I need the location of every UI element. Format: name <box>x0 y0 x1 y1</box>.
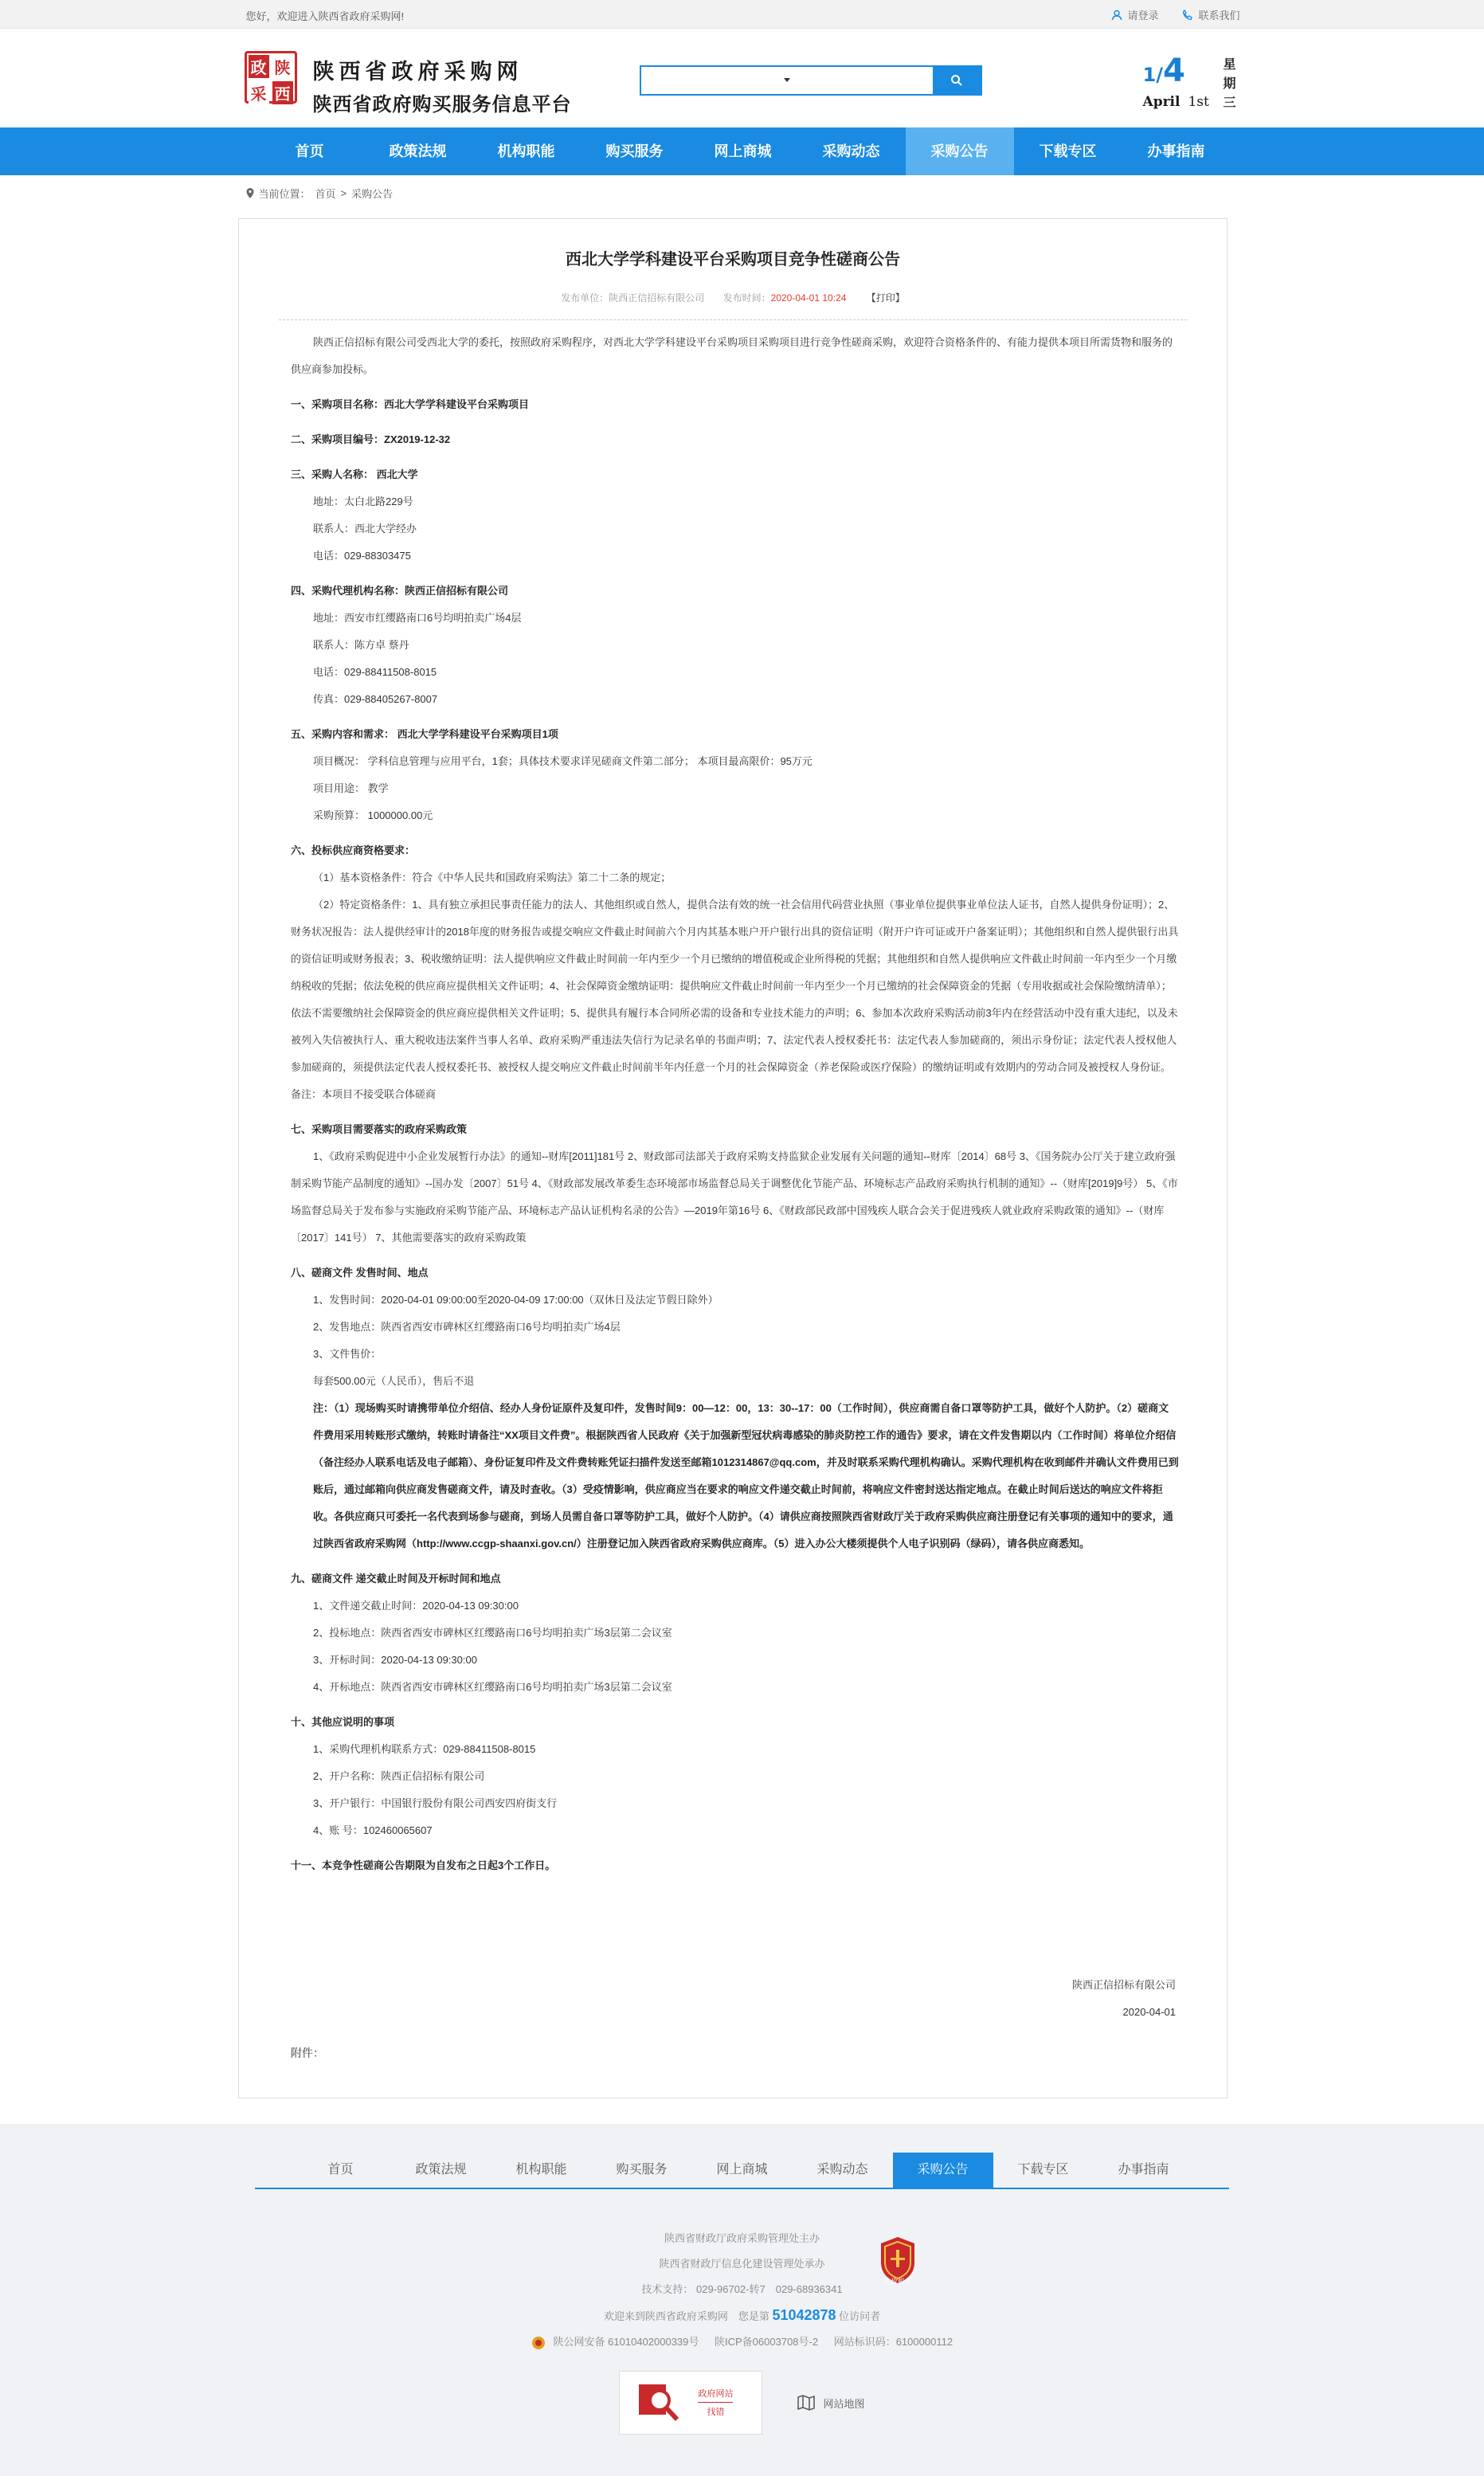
search-select[interactable] <box>641 67 934 94</box>
logo-char: 政 <box>249 55 269 78</box>
logo-char: 采 <box>249 81 269 104</box>
weekday-char: 星 <box>1223 58 1236 72</box>
find-error-label: 找错 <box>698 2402 733 2420</box>
agency-contact-info: 1、采购代理机构联系方式：029-88411508-8015 <box>313 1743 536 1755</box>
opening-location: 4、开标地点：陕西省西安市碑林区红缨路南口6号均明拍卖广场3层第二会议室 <box>313 1681 672 1693</box>
publisher-label: 发布单位： <box>561 292 609 304</box>
breadcrumb-sep: > <box>340 187 347 199</box>
weekday-char: 期 <box>1223 77 1236 91</box>
date-sep: / <box>1156 64 1163 86</box>
search-bar <box>640 65 982 96</box>
publisher: 陕西正信招标有限公司 <box>609 292 705 304</box>
nav-item-policy[interactable]: 政策法规 <box>389 143 447 159</box>
footer-nav-line <box>255 2188 1229 2189</box>
date-day-num: 4 <box>1162 53 1185 89</box>
bid-location: 2、投标地点：陕西省西安市碑林区红缨路南口6号均明拍卖广场3层第二会议室 <box>313 1627 672 1639</box>
gov-site-error-box[interactable] <box>619 2371 762 2435</box>
section-5: 五、采购内容和需求： 西北大学学科建设平台采购项目1项 <box>291 728 558 740</box>
opening-time: 3、开标时间：2020-04-13 09:30:00 <box>313 1654 477 1666</box>
project-use: 项目用途： 教学 <box>313 782 389 794</box>
date-widget <box>1143 49 1239 113</box>
agency-fax: 传真：029-88405267-8007 <box>313 693 438 705</box>
weekday-char: 三 <box>1223 96 1236 110</box>
nav-item-guide[interactable]: 办事指南 <box>1147 143 1205 159</box>
phone-icon <box>1182 10 1193 21</box>
footer-nav-news[interactable]: 采购动态 <box>816 2163 868 2176</box>
visitor-count: 51042878 <box>772 2307 836 2323</box>
nav-item-institution[interactable]: 机构职能 <box>497 143 555 159</box>
footer-nav-home[interactable]: 首页 <box>327 2163 354 2176</box>
footer-nav-guide[interactable]: 办事指南 <box>1118 2163 1169 2176</box>
buyer-phone: 电话：029-88303475 <box>313 550 411 562</box>
location-pin-icon <box>246 188 254 198</box>
search-button[interactable] <box>933 67 980 94</box>
article-body <box>291 329 1179 1879</box>
site-title <box>313 54 572 116</box>
signature-block <box>1072 1972 1176 2026</box>
footer-nav <box>0 2153 1484 2192</box>
buyer-address: 地址：太白北路229号 <box>313 496 413 507</box>
beian-public-security[interactable]: 陕公网安备 61010402000339号 <box>553 2336 699 2348</box>
footer <box>0 2124 1484 2476</box>
login-link[interactable] <box>1111 7 1158 22</box>
article-title: 西北大学学科建设平台采购项目竞争性磋商公告 <box>566 251 900 268</box>
account-name: 2、开户名称：陕西正信招标有限公司 <box>313 1770 485 1782</box>
site-title-line2: 陕西省政府购买服务信息平台 <box>312 93 572 116</box>
section-2: 二、采购项目编号：ZX2019-12-32 <box>291 433 451 445</box>
section-9: 九、磋商文件 递交截止时间及开标时间和地点 <box>291 1573 501 1585</box>
sale-time: 1、发售时间：2020-04-01 09:00:00至2020-04-09 17:00:00（双休日及法定节假日除外） <box>313 1294 719 1306</box>
user-icon <box>1111 10 1122 21</box>
logo-char: 西 <box>272 81 293 104</box>
breadcrumb-current[interactable]: 采购公告 <box>351 188 394 200</box>
logo-char: 陕 <box>272 55 293 78</box>
weekday <box>1221 56 1239 113</box>
party-gov-badge[interactable] <box>878 2235 918 2285</box>
site-title-line1: 陕西省政府采购网 <box>312 60 523 84</box>
account-bank: 3、开户银行：中国银行股份有限公司西安四府街支行 <box>313 1797 558 1809</box>
main-nav <box>0 127 1484 175</box>
policy-paragraph: 1、《政府采购促进中小企业发展暂行办法》的通知--财库[2011]181号 2、财政部司法部关于政府采购支持监狱企业发展有关问题的通知--财库〔2014〕68号 3、《国务院办公厅关于建立政府强制采购节能产品制度的通知》--国办发〔2007〕51号 4、《财政部发展改革委生态环境部市场监督总局关于调整优化节能产品、环境标志产品政府采购执行机制的通知》--（财库[2019]9号） 5、《市场监督总局关于发布参与实施政府采购节能产品、环境标志产品认证机构名录的公告》—2019年第16号 6、《财政部民政部中国残疾人联合会关于促进残疾人就业政府采购政策的通知》--（财库〔2017〕141号） 7、其他需要落实的政府采购政策 <box>291 1150 1178 1244</box>
breadcrumb-label: 当前位置： <box>258 188 311 200</box>
doc-price-label: 3、文件售价： <box>313 1348 382 1360</box>
intro-paragraph: 陕西正信招标有限公司受西北大学的委托，按照政府采购程序，对西北大学学科建设平台采购项目采购项目进行竞争性磋商采购，欢迎符合资格条件的、有能力提供本项目所需货物和服务的供应商参加投标。 <box>291 336 1173 375</box>
login-label: 请登录 <box>1127 10 1159 22</box>
nav-item-purchase-service[interactable]: 购买服务 <box>605 143 664 159</box>
article-meta <box>239 291 1227 304</box>
sitemap-label: 网站地图 <box>823 2397 865 2410</box>
site-id: 网站标识码：6100000112 <box>833 2336 953 2348</box>
sale-notes: 注：（1）现场购买时请携带单位介绍信、经办人身份证原件及复印件，发售时间9：00—12：00，13：30--17：00（工作时间），供应商需自备口罩等防护工具，做好个人防护。（2）磋商文件费用采用转账形式缴纳，转账时请备注“XX项目文件费”。根据陕西省人民政府《关于加强新型冠状病毒感染的肺炎防控工作的通告》要求，请在文件发售期以内（工作时间）将单位介绍信（备注经办人联系电话及电子邮箱）、身份证复印件及文件费转账凭证扫描件发送至邮箱1012314867@qq.com，并及时联系采购代理机构确认。采购代理机构在收到邮件并确认文件费用已到账后，通过邮箱向供应商发售磋商文件，请及时查收。（3）受疫情影响，供应商应当在要求的响应文件递交截止时间前，将响应文件密封送达指定地点。在截止时间后送达的响应文件将拒收。各供应商只可委托一名代表到场参与磋商，到场人员需自备口罩等防护工具，做好个人防护。（4）请供应商按照陕西省财政厅关于政府采购供应商注册登记有关事项的通知中的要求，通过陕西省政府采购网（http://www.ccgp-shaanxi.gov.cn/）注册登记加入陕西省政府采购供应商库。（5）进入办公大楼须提供个人电子识别码（绿码），请各供应商悉知。 <box>313 1402 1179 1549</box>
visitor-suffix: 位访问者 <box>839 2310 881 2322</box>
breadcrumb <box>246 186 394 201</box>
project-budget: 采购预算： 1000000.00元 <box>313 809 433 821</box>
nav-item-download[interactable]: 下载专区 <box>1039 143 1097 159</box>
article-panel <box>238 218 1228 2098</box>
contact-link[interactable] <box>1182 7 1239 22</box>
date-words <box>1143 94 1209 110</box>
nav-item-announcement[interactable]: 采购公告 <box>906 127 1014 175</box>
sale-location: 2、发售地点：陕西省西安市碑林区红缨路南口6号均明拍卖广场4层 <box>313 1321 621 1333</box>
breadcrumb-bar <box>0 175 1484 209</box>
contact-label: 联系我们 <box>1198 10 1240 22</box>
gov-site-error-text <box>698 2386 733 2420</box>
site-logo[interactable] <box>245 51 297 104</box>
print-link[interactable]: 【打印】 <box>866 292 905 304</box>
search-icon <box>950 74 963 87</box>
top-bar <box>0 0 1484 29</box>
sponsor-line: 陕西省财政厅政府采购管理处主办 <box>664 2232 820 2244</box>
doc-price: 每套500.00元（人民币），售后不退 <box>313 1375 475 1387</box>
attachment-label: 附件： <box>291 2047 324 2059</box>
section-1: 一、采购项目名称：西北大学学科建设平台采购项目 <box>291 398 530 410</box>
footer-nav-download[interactable]: 下载专区 <box>1017 2163 1069 2176</box>
date-month-word: April <box>1142 94 1181 110</box>
section-10: 十、其他应说明的事项 <box>291 1716 395 1728</box>
section-7: 七、采购项目需要落实的政府采购政策 <box>291 1123 468 1135</box>
breadcrumb-home[interactable]: 首页 <box>315 188 336 200</box>
magnifier-icon <box>639 2383 682 2423</box>
sitemap-link[interactable] <box>797 2395 864 2411</box>
footer-nav-institution[interactable]: 机构职能 <box>515 2163 567 2176</box>
footer-nav-online-mall[interactable]: 网上商城 <box>716 2163 768 2176</box>
map-icon <box>797 2395 815 2411</box>
agency-address: 地址：西安市红缨路南口6号均明拍卖广场4层 <box>313 612 522 624</box>
buyer-contact: 联系人：西北大学经办 <box>313 523 417 535</box>
nav-item-news[interactable]: 采购动态 <box>822 143 880 159</box>
time-label: 发布时间： <box>722 292 771 304</box>
agency-contact: 联系人：陈方卓 蔡丹 <box>313 639 409 651</box>
account-number: 4、账 号：102460065607 <box>313 1824 433 1836</box>
organizer-line: 陕西省财政厅信息化建设管理处承办 <box>659 2258 825 2270</box>
party-gov-badge-label: 党政机关 <box>883 2278 912 2286</box>
date-month-num: 1 <box>1142 64 1157 86</box>
tech-support-line: 技术支持： 029-96702-转7 029-68936341 <box>641 2283 843 2295</box>
beian-icp[interactable]: 陕ICP备06003708号-2 <box>715 2336 819 2348</box>
date-day-word: 1st <box>1188 94 1209 110</box>
police-badge-icon <box>531 2336 546 2350</box>
footer-info <box>0 2226 1484 2355</box>
divider <box>279 319 1187 320</box>
date-number <box>1143 53 1185 89</box>
section-8: 八、磋商文件 发售时间、地点 <box>291 1267 429 1279</box>
footer-nav-purchase-service[interactable]: 购买服务 <box>616 2163 668 2176</box>
gov-site-label: 政府网站 <box>698 2388 734 2399</box>
agency-phone: 电话：029-88411508-8015 <box>313 666 437 678</box>
section-11: 十一、本竞争性磋商公告期限为自发布之日起3个工作日。 <box>291 1859 556 1871</box>
publish-time: 2020-04-01 10:24 <box>770 292 847 304</box>
footer-bottom <box>0 2371 1484 2435</box>
basic-qualification: （1）基本资格条件：符合《中华人民共和国政府采购法》第二十二条的规定； <box>313 872 672 883</box>
footer-nav-announcement[interactable]: 采购公告 <box>893 2153 993 2188</box>
nav-item-home[interactable]: 首页 <box>295 143 324 159</box>
submit-deadline: 1、文件递交截止时间：2020-04-13 09:30:00 <box>313 1600 519 1612</box>
visitor-prefix: 欢迎来到陕西省政府采购网 您是第 <box>603 2310 769 2322</box>
nav-item-online-mall[interactable]: 网上商城 <box>714 143 772 159</box>
section-4: 四、采购代理机构名称：陕西正信招标有限公司 <box>291 585 509 597</box>
sign-org: 陕西正信招标有限公司 <box>1071 1979 1176 1991</box>
section-3: 三、采购人名称： 西北大学 <box>291 468 418 480</box>
footer-nav-policy[interactable]: 政策法规 <box>415 2163 467 2176</box>
beian-line <box>0 2329 1484 2355</box>
special-qualification: （2）特定资格条件：1、具有独立承担民事责任能力的法人、其他组织或自然人，提供合法有效的统一社会信用代码营业执照（事业单位提供事业单位法人证书，自然人提供身份证明）；2、财务状况报告：法人提供经审计的2018年度的财务报告或提交响应文件截止时间前六个月内其基本账户开户银行出具的资信证明（附开户许可证或开户备案证明）；其他组织和自然人提供银行出具的资信证明或财务报表；3、税收缴纳证明：法人提供响应文件截止时间前一年内至少一个月已缴纳的增值税或企业所得税的凭据；其他组织和自然人提供响应文件截止时间前一年内至少一个月缴纳税收的凭据；依法免税的供应商应提供相关文件证明；4、社会保障资金缴纳证明：提供响应文件截止时间前一年内至少一个月已缴纳的社会保障资金的凭据（专用收据或社会保险缴纳清单）；依法不需要缴纳社会保障资金的供应商应提供相关文件证明；5、提供具有履行本合同所必需的设备和专业技术能力的声明；6、参加本次政府采购活动前3年内在经营活动中没有重大违纪，以及未被列入失信被执行人、重大税收违法案件当事人名单、政府采购严重违法失信行为记录名单的书面声明；7、法定代表人授权委托书：法定代表人参加磋商的，须出示身份证；法定代表人授权他人参加磋商的，须提供法定代表人授权委托书、被授权人提交响应文件截止时间前半年内任意一个月的社会保障资金（养老保险或医疗保险）的缴纳证明或有效期内的劳动合同及被授权人身份证。 备注：本项目不接受联合体磋商 <box>291 899 1179 1100</box>
visitor-line <box>0 2302 1484 2329</box>
caret-down-icon <box>784 78 790 83</box>
header <box>0 29 1484 127</box>
project-overview: 项目概况： 学科信息管理与应用平台，1套；具体技术要求详见磋商文件第二部分； 本项目最高限价：95万元 <box>313 755 812 767</box>
welcome-text: 您好，欢迎进入陕西省政府采购网! <box>245 10 405 22</box>
sign-date: 2020-04-01 <box>1122 2006 1176 2018</box>
section-6: 六、投标供应商资格要求： <box>291 844 416 856</box>
